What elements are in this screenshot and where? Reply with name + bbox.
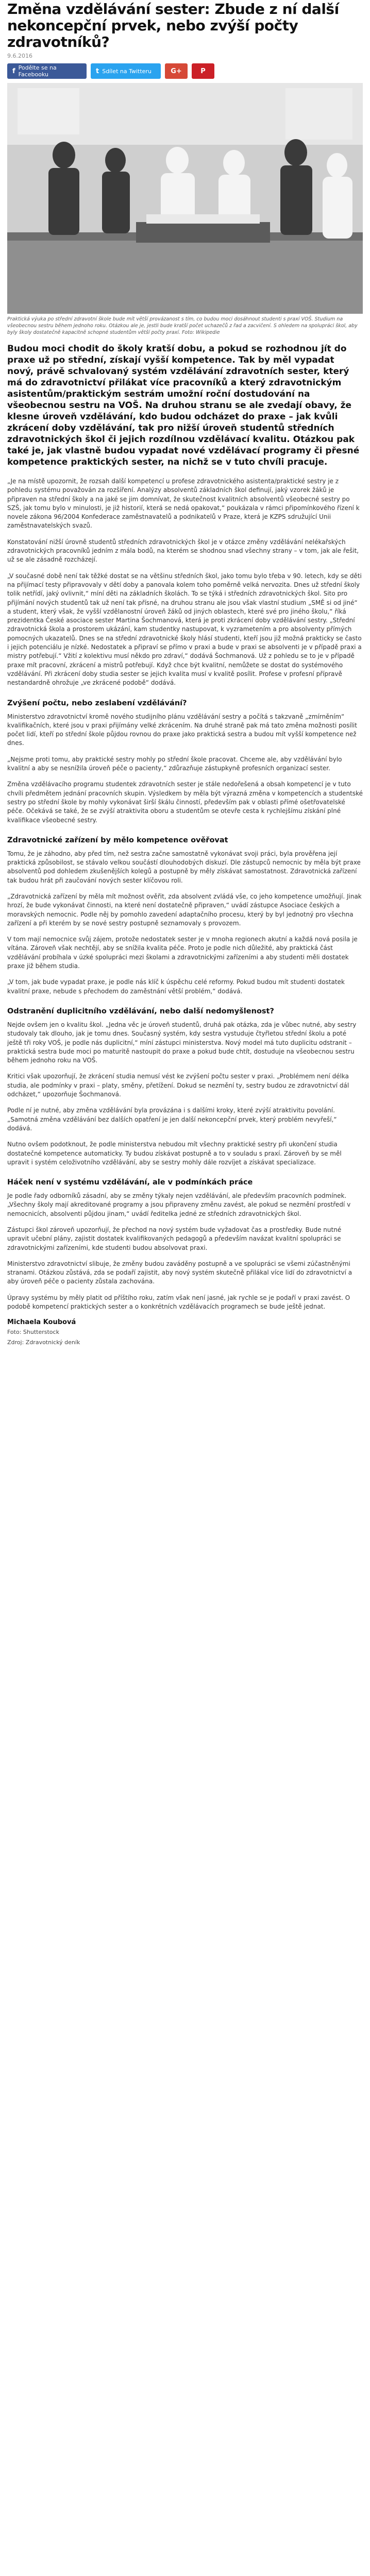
footer-note: Foto: Shutterstock: [7, 1329, 59, 1336]
article-lead: Budou moci chodit do školy kratší dobu, a pokud se rozhodnou jít do praxe už po střední, získají vyšší kompetence. Tak by měl vypadat nový, právě schvalovaný systém vzdělávání zdravotních sester, který má do zdravotnictví přilákat více pracovníků a který zdravotnickým asistentům/praktickým sestrám umožní roční dostudování na všeobecnou sestru na VOŠ. Na druhou stranu se ale zvedají obavy, že klesne úroveň vzdělávání, kdo budou odcházet do praxe – jak kvůli zkrácení doby vzdělávání, tak pro nižší úroveň studentů středních zdravotnických škol či jejich rozdílnou vzdělávací kvalitu. Otázkou pak také je, jak vlastně budou vypadat nové vzdělávací programy či přesné kompetence praktických sester, na nichž se v tuto chvíli pracuje.: [7, 344, 360, 467]
paragraph: Ministerstvo zdravotnictví kromě nového studijního plánu vzdělávání sestry a počítá s takzvaně „zmírněním“ kvalifikačních, které jsou v praxi přijímány velké zkrácením. Na druhé straně pak má tato změna možnosti posílit počet lidí, kteří po střední škole půjdou rovnou do praxe jako praktická sestra a budou mít vyšší kompetence než dnes.: [7, 713, 357, 747]
paragraph: „Zdravotnická zařízení by měla mít možnost ověřit, zda absolvent zvládá vše, co jeho kompetence umožňují. Jinak hrozí, že bude vykonávat činnosti, na které není dostatečně připraven,“ uvádí zástupce Asociace českých a moravských nemocnic. Podle něj by pomohlo zavedení adaptačního procesu, který by byl jednotný pro všechna zařízení a při kterém by se nové sestry postupně seznamovaly s provozem.: [7, 892, 362, 927]
share-gplus-button[interactable]: [165, 63, 188, 79]
paragraph: Ministerstvo zdravotnictví slibuje, že změny budou zaváděny postupně a ve spolupráci se všemi zúčastněnými stranami. Otázkou zůstává, zda se podaří zajistit, aby nový systém skutečně přilákal více lidí do zdravotnictví a aby úroveň péče o pacienty zůstala zachována.: [7, 1260, 352, 1285]
article-title: Změna vzdělávání sester: Zbude z ní další nekoncepční prvek, nebo zvýší počty zdravotníků?: [7, 1, 339, 50]
paragraph: Nejde ovšem jen o kvalitu škol. „Jedna věc je úroveň studentů, druhá pak otázka, zda je vůbec nutné, aby sestry studovaly tak dlouho, jak je tomu dnes. Současný systém, kdy sestra vystuduje čtyřletou střední školu a poté ještě tři roky VOŠ, je podle nás duplicitní,“ míní zástupci ministerstva. Nový model má tuto duplicitu odstranit – praktická sestra bude moci po maturitě nastoupit do praxe a pokud bude chtít, dostuduje na všeobecnou sestru během jednoho roku na VOŠ.: [7, 1021, 357, 1064]
section-heading: Zdravotnické zařízení by mělo kompetence ověřovat: [7, 836, 228, 844]
article-author: Michaela Koubová: [7, 1318, 76, 1327]
paragraph: Tomu, že je záhodno, aby před tím, než sestra začne samostatně vykonávat svoji práci, byla prověřena její praktická způsobilost, se stávalo velkou součástí dlouhodobých diskuzí. Dle zástupců nemocnic by měla být praxe absolventů pod dohledem zkušenějších kolegů a postupně by měly získávat samostatnost. Zdravotnická zařízení tak budou hrát při zaučování nových sester klíčovou roli.: [7, 850, 361, 884]
article-date: 9.6.2016: [7, 53, 32, 59]
share-bar: [7, 63, 363, 79]
photo-illustration: [7, 83, 363, 314]
paragraph: Kritici však upozorňují, že zkrácení studia nemusí vést ke zvýšení počtu sester v praxi. „Problémem není délka studia, ale podmínky v praxi – platy, směny, přetížení. Dokud se nezmění ty, sestry budou ze zdravotnictví dál odcházet,“ upozorňuje Šochmanová.: [7, 1073, 349, 1098]
paragraph: „Nejsme proti tomu, aby praktické sestry mohly po střední škole pracovat. Chceme ale, aby vzdělávání bylo kvalitní a aby se nesnížila úroveň péče o pacienty,“ zdůrazňuje zástupkyně profesních organizací sester.: [7, 755, 342, 772]
photo-caption: Praktická výuka po střední zdravotní škole bude mít větší provázanost s tím, co budou moci dosáhnout studenti s praxí VOŠ. Studium na všeobecnou sestru během jednoho roku. Otázkou ale je, jestli bude kratší počet uchazečů z řad a zacvičení. S ohledem na spolupráci škol, aby byly školy dostatečně kapacitně schopné studentům větší počty praxí. Foto: Wikipedie: [7, 316, 358, 335]
share-pinterest-button[interactable]: [192, 63, 214, 79]
paragraph: Úpravy systému by měly platit od příštího roku, zatím však není jasné, jak rychle se je podaří v praxi zavést. O podobě kompetencí praktických sester a o konkrétních vzdělávacích programech se bude ještě jednat.: [7, 1294, 350, 1311]
gplus-icon: G+: [171, 67, 182, 75]
paragraph: Konstatování nižší úrovně studentů středních zdravotnických škol je v otázce změny vzdělávání nelékařských zdravotnických pracovníků jedním z mála bodů, na kterém se shodnou snad všechny strany – v tom, jak ale řešit, už se ale zásadně rozcházejí.: [7, 538, 359, 564]
paragraph: „V současné době není tak těžké dostat se na většinu středních škol, jako tomu bylo třeba v 90. letech, kdy se děti na přijímací testy připravovaly v dětí doby a panovala kolem toho poměrně velká nervozita. Dnes už střední školy tolik netřídí, jaký ovlivnit,“ míní děti na základních školách. To se týká i středních zdravotnických škol. Sito pro přijímání nových studentů tak už není tak přísné, na druhou stranu ale jsou však vlastní studium „SMĚ si od jiné“ a student, který však, že vyšší vzdělanostní úroveň žáků od jiných oblastech, které své pro jiného školu,“ říká prezidentka České asociace sester Martina Šochmanová, která je proti zkrácení doby vzdělávání sestry. „Střední zdravotnická škola a prostorem ukázání, kam studentky nastupovat, k vyzrametením a pro absolventy přímých pomocných ukazatelů. Dnes se na střední zdravotnické školy hlásí studenti, kteří jsou již možná prakticky se často i jejich potenciálu je nízké. Nedostatek a připraví se přímo v praxi a bude v praxi se absolventi je v případě praxi a mistry potřebují.“ Vžití z kolektivu musí někdo pro zdraví,“ dodává Šochmanová. Už z pohledu se to je v případě praxe mít pracovní, zkrácení a mistrů potřebují. Když chce být kvalitní, nemůžete se dostat do systémového vzdělávání. Při zkrácení doby studia sester se jejich kvalita musí v kvalitě posílit. Profese v profesní přípravě nestandardně ohrožuje „ve zkrácené podobě“ dodává.: [7, 572, 362, 687]
share-twitter-label: Sdílet na Twitteru: [102, 67, 152, 75]
share-facebook-button[interactable]: [7, 63, 87, 79]
paragraph: Nutno ovšem podotknout, že podle ministerstva nebudou mít všechny praktické sestry při ukončení studia dostatečné kompetence automaticky. Ty budou získávat postupně a to v souladu s praxí. Zároveň by se měl upravit i systém celoživotního vzdělávání, aby se sestry mohly dále rozvíjet a získávat specializace.: [7, 1141, 342, 1166]
section-heading: Háček není v systému vzdělávání, ale v podmínkách práce: [7, 1178, 253, 1187]
paragraph: V tom mají nemocnice svůj zájem, protože nedostatek sester je v mnoha regionech akutní a každá nová posila je vítána. Zároveň však nechtějí, aby se snížila kvalita péče. Proto je podle nich důležité, aby praktická část vzdělávání probíhala v úzké spolupráci mezi školami a zdravotnickými zařízeními a aby studenti měli dostatek praxe již během studia.: [7, 936, 358, 970]
section-heading: Odstranění duplicitního vzdělávání, nebo další nedomyšlenost?: [7, 1007, 274, 1015]
paragraph: Změna vzdělávacího programu studentek zdravotních sester je stále nedořešená a obsah kompetencí je v tuto chvíli předmětem jednání pracovních skupin. Výsledkem by měla být výrazná změna v kompetencích a studentské sestry po střední škole by mohly vykonávat širší škálu činností, především pak v oblasti přímé ošetřovatelské péče. Očekává se také, že se zvýší atraktivita oboru a studentům se otevře cesta k rychlejšímu získání plné kvalifikace všeobecné sestry.: [7, 781, 363, 824]
paragraph: Je podle řady odborníků zásadní, aby se změny týkaly nejen vzdělávání, ale především pracovních podmínek. „Všechny školy mají akreditované programy a jsou připraveny změnu zavést, ale pokud se nezmění prostředí v nemocnicích, absolventi půjdou jinam,“ uvádí ředitelka jedné ze středních zdravotnických škol.: [7, 1192, 351, 1217]
article-photo: [7, 83, 363, 314]
paragraph: Zástupci škol zároveň upozorňují, že přechod na nový systém bude vyžadovat čas a prostředky. Bude nutné upravit učební plány, zajistit dostatek kvalifikovaných pedagogů a především navázat kvalitní spolupráci se zdravotnickými zařízeními, kde studenti budou absolvovat praxi.: [7, 1226, 342, 1251]
share-twitter-button[interactable]: [91, 63, 161, 79]
paragraph: Podle ní je nutné, aby změna vzdělávání byla provázána i s dalšími kroky, které zvýší atraktivitu povolání. „Samotná změna vzdělávání bez dalších opatření je jen další nekoncepční prvek, který problém nevyřeší,“ dodává.: [7, 1107, 337, 1132]
footer-note: Zdroj: Zdravotnický deník: [7, 1339, 80, 1346]
paragraph: „Je na místě upozornit, že rozsah další kompetencí u profese zdravotnického asistenta/praktické sestry je z pohledu systému považován za rozšíření. Analýzy absolventů základních škol definují, jaký vzorek žáků je připraven na střední školy a na jaké se jim domnívat, že skutečnost kvalitních absolventů všeobecné sestry po SZŠ, jak tomu bylo v minulosti, je již historií, která se nedá opakovat,“ poukázala v rámci připomínkového řízení k novele zákona 96/2004 Konfederace zaměstnavatelů a podnikatelů v Praze, která je KZPS sdružující Unii zaměstnavatelských svazů.: [7, 478, 360, 530]
paragraph: „V tom, jak bude vypadat praxe, je podle nás klíč k úspěchu celé reformy. Pokud budou mít studenti dostatek kvalitní praxe, nebude s přechodem do zaměstnání větší problém,“ dodává.: [7, 978, 345, 995]
share-facebook-label: Podělte se na Facebooku: [18, 64, 57, 78]
facebook-icon: f: [12, 67, 15, 75]
twitter-icon: t: [96, 67, 99, 75]
pinterest-icon: P: [200, 67, 206, 75]
section-heading: Zvýšení počtu, nebo zeslabení vzdělávání?: [7, 699, 187, 707]
